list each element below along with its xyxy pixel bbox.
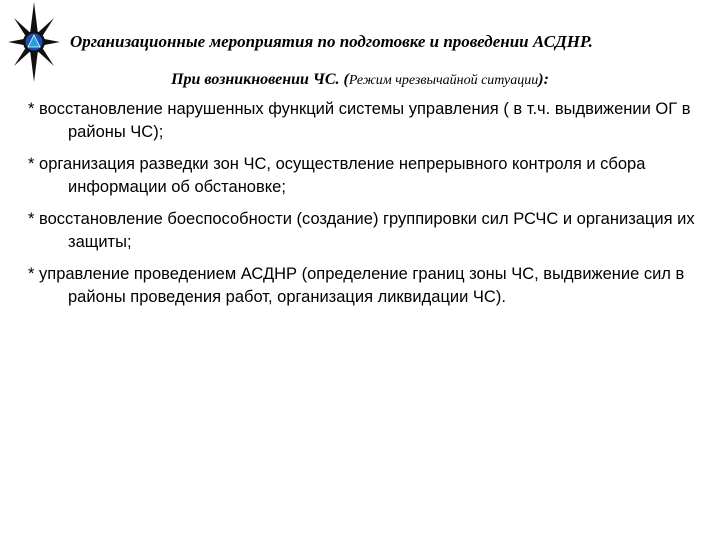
subtitle-note: Режим чрезвычайной ситуации	[348, 73, 539, 88]
list-item-text: восстановление нарушенных функций системы управления ( в т.ч. выдвижении ОГ в районы ЧС);	[39, 100, 691, 141]
bullet-marker: *	[28, 155, 35, 173]
list-item-text: управление проведением АСДНР (определение границ зоны ЧС, выдвижение сил в районы проведения работ, организация ликвидации ЧС).	[39, 265, 685, 306]
list-item	[28, 153, 698, 199]
list-item	[28, 98, 698, 144]
bullet-marker: *	[28, 100, 35, 118]
list-item	[28, 208, 698, 254]
bullet-marker: *	[28, 265, 35, 283]
page-title: Организационные мероприятия по подготовке и проведении АСДНР.	[70, 32, 593, 51]
measures-list	[28, 98, 698, 318]
subtitle-main: При возникновении ЧС. (	[171, 71, 349, 88]
list-item	[28, 263, 698, 309]
subtitle-tail: ):	[538, 71, 549, 88]
page-subtitle	[0, 69, 720, 92]
bullet-marker: *	[28, 210, 35, 228]
list-item-text: восстановление боеспособности (создание) группировки сил РСЧС и организация их защиты;	[39, 210, 695, 251]
list-item-text: организация разведки зон ЧС, осуществление непрерывного контроля и сбора информации об обстановке;	[39, 155, 646, 196]
